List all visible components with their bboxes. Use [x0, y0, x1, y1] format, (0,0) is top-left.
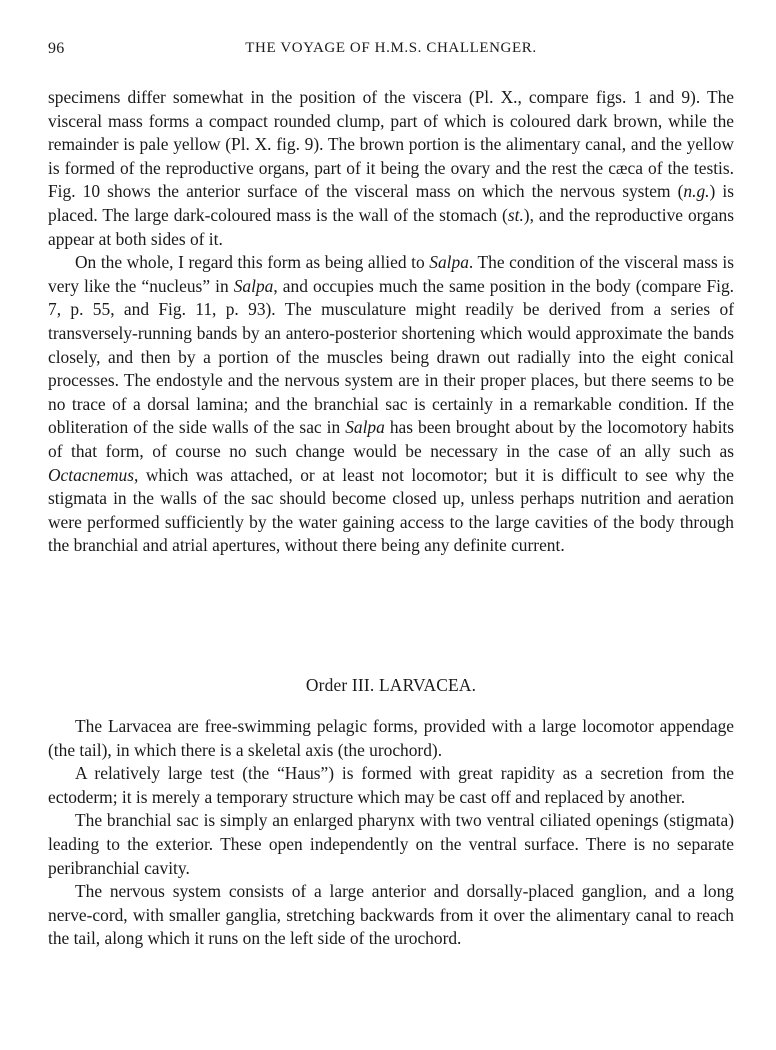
text-run: ) is placed. The large dark-coloured mass is the wall of the stomach ( — [48, 181, 734, 225]
paragraph-haus: A relatively large test (the “Haus”) is formed with great rapidity as a secretion from the ectoderm; it is merely a temporary structure which may be cast off and replaced by another. — [48, 763, 734, 807]
section-two-body — [48, 715, 734, 951]
text-run: has been brought about by the locomotory habits of that form, of course no such change would be necessary in the case of an ally such as — [48, 417, 734, 461]
italic-genus-salpa: Salpa — [233, 275, 274, 296]
paragraph-continuation — [48, 86, 734, 251]
paragraph-salpa-comparison — [48, 251, 734, 558]
page-number: 96 — [48, 40, 65, 57]
text-run: , which was attached, or at least not locomotor; but it is difficult to see why the stigmata in the walls of the sac should become closed up, unless perhaps nutrition and aeration were performed sufficiently by the water gaining access to the large cavities of the body through the branchial and atrial apertures, without there being any definite current. — [48, 464, 734, 556]
paragraph-larvacea-intro: The Larvacea are free-swimming pelagic forms, provided with a large locomotor appendage (the tail), in which there is a skeletal axis (the urochord). — [48, 716, 734, 760]
text-run: . The condition of the visceral mass is very like the “nucleus” in — [48, 252, 734, 296]
italic-genus-octacnemus: Octacnemus — [48, 464, 134, 485]
text-run: specimens differ somewhat in the position of the viscera (Pl. X., compare figs. 1 and 9). The visceral mass forms a compact rounded clump, part of which is coloured dark brown, while the remainder is pale yellow (Pl. X. fig. 9). The brown portion is the alimentary canal, and the yellow is formed of the reproductive organs, part of it being the ovary and the rest the cæca of the testis. Fig. 10 shows the anterior surface of the visceral mass on which the nervous system ( — [48, 87, 734, 202]
italic-abbrev-st: st. — [507, 204, 524, 225]
italic-abbrev-ng: n.g. — [683, 181, 710, 202]
text-run: ), and the reproductive organs appear at both sides of it. — [48, 204, 734, 249]
paragraph-nervous-system: The nervous system consists of a large anterior and dorsally-placed ganglion, and a long nerve-cord, with smaller ganglia, stretching backwards from it over the alimentary canal to reach the tail, along which it runs on the left side of the urochord. — [48, 881, 734, 949]
section-heading: Order III. LARVACEA. — [305, 675, 477, 695]
italic-genus-salpa: Salpa — [429, 252, 469, 273]
running-title: THE VOYAGE OF H.M.S. CHALLENGER. — [245, 40, 537, 56]
section-one-body — [48, 86, 734, 558]
text-run: , and occupies much the same position in the body (compare Fig. 7, p. 55, and Fig. 11, p. 93). The musculature might readily be derived from a series of transversely-running bands by an antero-posterior shortening which would approximate the bands closely, and then by a portion of the muscles being drawn out radially into the eight conical processes. The endostyle and the nervous system are in their proper places, but there seems to be no trace of a dorsal lamina; and the branchial sac is certainly in a remarkable condition. If the obliteration of the side walls of the sac in — [48, 275, 734, 438]
paragraph-branchial-sac: The branchial sac is simply an enlarged pharynx with two ventral ciliated openings (stigmata) leading to the exterior. These open independently on the ventral surface. There is no separate peribranchial cavity. — [48, 810, 734, 878]
italic-genus-salpa: Salpa — [345, 417, 385, 438]
running-head — [48, 40, 734, 64]
text-run: On the whole, I regard this form as being allied to — [75, 252, 430, 273]
